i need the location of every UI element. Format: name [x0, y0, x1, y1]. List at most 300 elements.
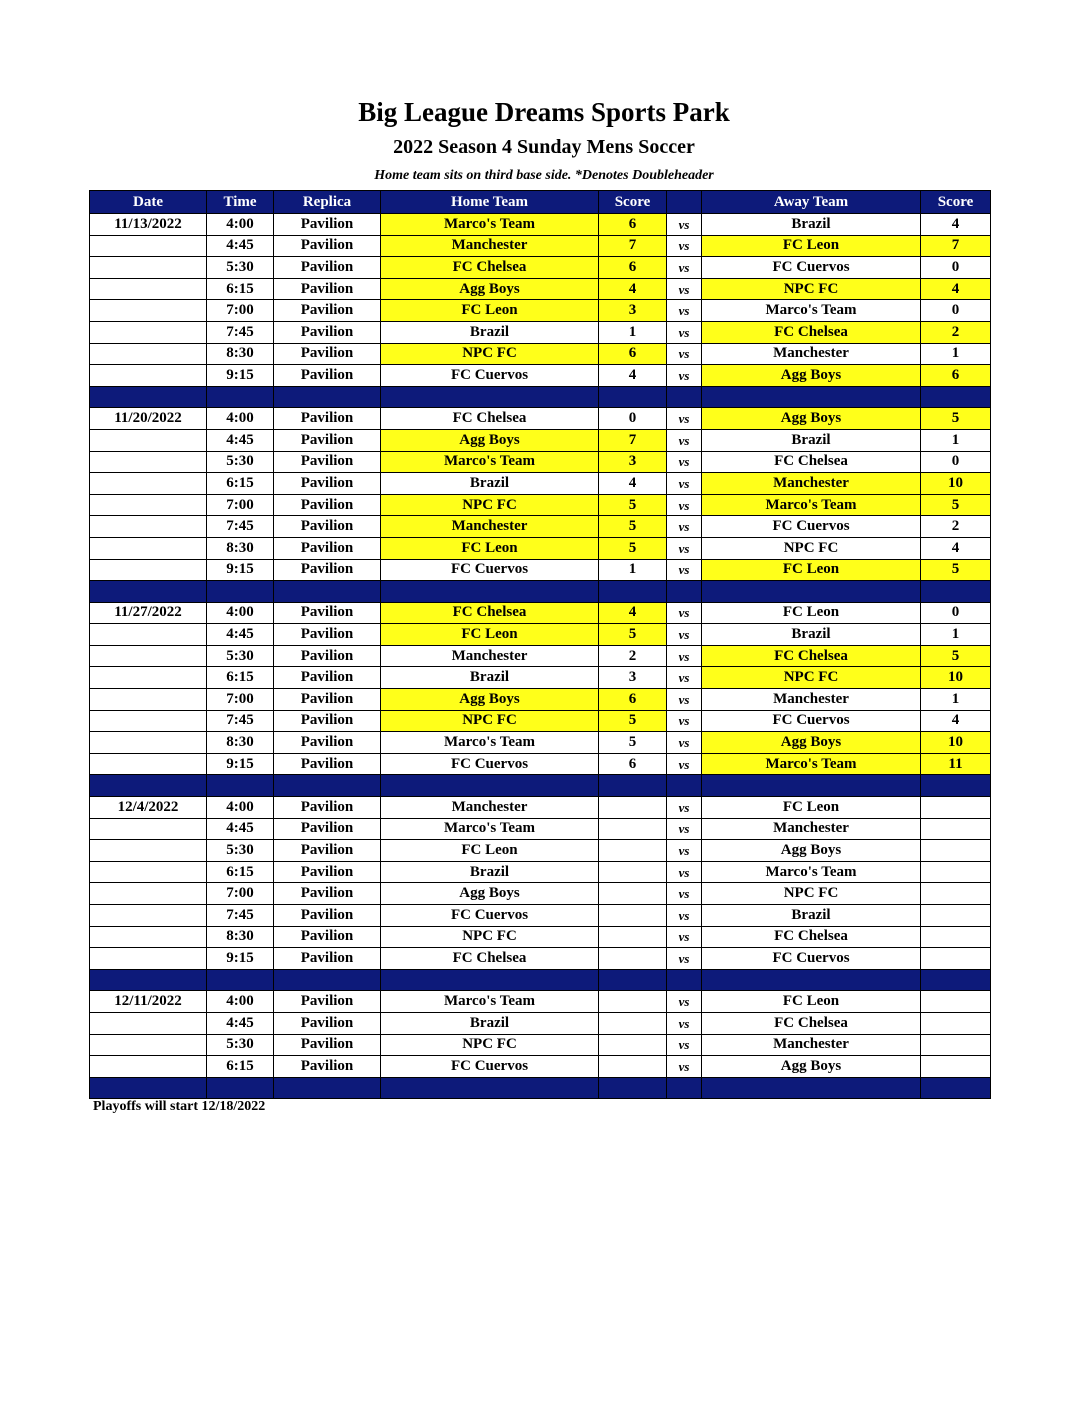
away-score-cell: 5 — [921, 494, 991, 516]
schedule-body — [90, 214, 991, 1099]
time-cell: 4:45 — [207, 1012, 274, 1034]
vs-cell: vs — [667, 840, 702, 862]
away-team-cell: Brazil — [702, 624, 921, 646]
separator-cell — [381, 581, 599, 603]
time-cell: 7:00 — [207, 494, 274, 516]
separator-cell — [90, 775, 207, 797]
away-score-cell — [921, 797, 991, 819]
separator-cell — [381, 1077, 599, 1099]
away-team-cell: Manchester — [702, 343, 921, 365]
away-team-cell: Marco's Team — [702, 494, 921, 516]
home-score-cell: 1 — [599, 559, 667, 581]
table-row — [90, 473, 991, 495]
table-row — [90, 991, 991, 1013]
home-score-cell: 5 — [599, 516, 667, 538]
date-cell — [90, 818, 207, 840]
vs-cell: vs — [667, 689, 702, 711]
vs-cell: vs — [667, 451, 702, 473]
replica-cell: Pavilion — [274, 278, 381, 300]
vs-cell: vs — [667, 473, 702, 495]
date-cell — [90, 537, 207, 559]
away-score-cell: 5 — [921, 559, 991, 581]
separator-cell — [667, 1077, 702, 1099]
away-score-cell: 4 — [921, 214, 991, 236]
away-score-cell — [921, 1034, 991, 1056]
away-team-cell: FC Leon — [702, 235, 921, 257]
date-cell — [90, 321, 207, 343]
replica-cell: Pavilion — [274, 991, 381, 1013]
replica-cell: Pavilion — [274, 818, 381, 840]
replica-cell: Pavilion — [274, 840, 381, 862]
vs-cell: vs — [667, 861, 702, 883]
home-score-cell — [599, 1012, 667, 1034]
vs-cell: vs — [667, 818, 702, 840]
away-score-cell: 1 — [921, 429, 991, 451]
home-team-cell: FC Chelsea — [381, 602, 599, 624]
away-score-cell: 5 — [921, 645, 991, 667]
vs-cell: vs — [667, 365, 702, 387]
vs-cell: vs — [667, 926, 702, 948]
home-team-cell: Agg Boys — [381, 689, 599, 711]
table-row — [90, 624, 991, 646]
away-team-cell: FC Chelsea — [702, 926, 921, 948]
home-score-cell: 6 — [599, 343, 667, 365]
replica-cell: Pavilion — [274, 559, 381, 581]
away-team-cell: Brazil — [702, 214, 921, 236]
date-cell — [90, 494, 207, 516]
vs-cell: vs — [667, 1056, 702, 1078]
date-cell — [90, 278, 207, 300]
away-team-cell: Marco's Team — [702, 300, 921, 322]
replica-cell: Pavilion — [274, 429, 381, 451]
home-score-cell — [599, 1034, 667, 1056]
col-header-time: Time — [207, 191, 274, 214]
home-team-cell: Brazil — [381, 321, 599, 343]
away-team-cell: Agg Boys — [702, 840, 921, 862]
replica-cell: Pavilion — [274, 451, 381, 473]
date-cell: 12/4/2022 — [90, 797, 207, 819]
away-score-cell: 1 — [921, 689, 991, 711]
date-cell: 11/20/2022 — [90, 408, 207, 430]
away-team-cell: Agg Boys — [702, 408, 921, 430]
time-cell: 5:30 — [207, 840, 274, 862]
table-row — [90, 537, 991, 559]
separator-cell — [702, 581, 921, 603]
away-score-cell — [921, 818, 991, 840]
table-row — [90, 235, 991, 257]
away-score-cell: 4 — [921, 710, 991, 732]
home-score-cell — [599, 926, 667, 948]
vs-cell: vs — [667, 1012, 702, 1034]
time-cell: 5:30 — [207, 1034, 274, 1056]
home-score-cell — [599, 797, 667, 819]
vs-cell: vs — [667, 429, 702, 451]
away-score-cell — [921, 948, 991, 970]
col-header-home-score: Score — [599, 191, 667, 214]
replica-cell: Pavilion — [274, 689, 381, 711]
week-separator-row — [90, 775, 991, 797]
home-team-cell: FC Leon — [381, 624, 599, 646]
week-separator-row — [90, 581, 991, 603]
home-score-cell: 5 — [599, 732, 667, 754]
table-row — [90, 516, 991, 538]
separator-cell — [274, 969, 381, 991]
vs-cell: vs — [667, 408, 702, 430]
away-team-cell: Manchester — [702, 473, 921, 495]
table-row — [90, 861, 991, 883]
time-cell: 6:15 — [207, 278, 274, 300]
home-team-cell: NPC FC — [381, 343, 599, 365]
vs-cell: vs — [667, 278, 702, 300]
vs-cell: vs — [667, 516, 702, 538]
date-cell: 11/13/2022 — [90, 214, 207, 236]
home-team-cell: FC Chelsea — [381, 408, 599, 430]
separator-cell — [274, 775, 381, 797]
replica-cell: Pavilion — [274, 1034, 381, 1056]
col-header-away-team: Away Team — [702, 191, 921, 214]
separator-cell — [207, 969, 274, 991]
separator-cell — [667, 386, 702, 408]
home-team-cell: Marco's Team — [381, 818, 599, 840]
time-cell: 7:00 — [207, 689, 274, 711]
vs-cell: vs — [667, 667, 702, 689]
col-header-replica: Replica — [274, 191, 381, 214]
away-score-cell: 1 — [921, 343, 991, 365]
col-header-away-score: Score — [921, 191, 991, 214]
home-team-cell: Agg Boys — [381, 429, 599, 451]
home-score-cell: 7 — [599, 429, 667, 451]
time-cell: 4:45 — [207, 624, 274, 646]
home-team-cell: FC Cuervos — [381, 905, 599, 927]
home-score-cell: 0 — [599, 408, 667, 430]
date-cell — [90, 948, 207, 970]
replica-cell: Pavilion — [274, 905, 381, 927]
time-cell: 5:30 — [207, 451, 274, 473]
separator-cell — [599, 386, 667, 408]
replica-cell: Pavilion — [274, 473, 381, 495]
away-team-cell: FC Cuervos — [702, 257, 921, 279]
table-row — [90, 451, 991, 473]
date-cell — [90, 732, 207, 754]
home-team-cell: Manchester — [381, 235, 599, 257]
week-separator-row — [90, 969, 991, 991]
time-cell: 8:30 — [207, 343, 274, 365]
home-team-cell: FC Chelsea — [381, 257, 599, 279]
date-cell — [90, 365, 207, 387]
home-score-cell: 5 — [599, 494, 667, 516]
home-team-cell: FC Cuervos — [381, 559, 599, 581]
separator-cell — [667, 969, 702, 991]
time-cell: 8:30 — [207, 926, 274, 948]
replica-cell: Pavilion — [274, 861, 381, 883]
replica-cell: Pavilion — [274, 257, 381, 279]
date-cell — [90, 861, 207, 883]
home-team-cell: Manchester — [381, 516, 599, 538]
home-score-cell: 5 — [599, 710, 667, 732]
home-team-cell: Brazil — [381, 667, 599, 689]
vs-cell: vs — [667, 602, 702, 624]
replica-cell: Pavilion — [274, 408, 381, 430]
home-score-cell — [599, 991, 667, 1013]
table-row — [90, 300, 991, 322]
vs-cell: vs — [667, 797, 702, 819]
time-cell: 8:30 — [207, 732, 274, 754]
home-team-cell: FC Cuervos — [381, 365, 599, 387]
table-row — [90, 667, 991, 689]
away-team-cell: FC Leon — [702, 797, 921, 819]
home-score-cell — [599, 861, 667, 883]
separator-cell — [599, 581, 667, 603]
page-subtitle: 2022 Season 4 Sunday Mens Soccer — [393, 136, 695, 158]
time-cell: 7:45 — [207, 516, 274, 538]
home-team-cell: NPC FC — [381, 926, 599, 948]
header-row — [90, 191, 991, 214]
replica-cell: Pavilion — [274, 645, 381, 667]
separator-cell — [207, 775, 274, 797]
replica-cell: Pavilion — [274, 667, 381, 689]
replica-cell: Pavilion — [274, 732, 381, 754]
time-cell: 4:45 — [207, 818, 274, 840]
table-row — [90, 645, 991, 667]
home-score-cell: 7 — [599, 235, 667, 257]
week-separator-row — [90, 386, 991, 408]
time-cell: 4:00 — [207, 408, 274, 430]
home-team-cell: Marco's Team — [381, 732, 599, 754]
replica-cell: Pavilion — [274, 883, 381, 905]
time-cell: 6:15 — [207, 1056, 274, 1078]
date-cell — [90, 840, 207, 862]
time-cell: 7:45 — [207, 321, 274, 343]
replica-cell: Pavilion — [274, 1056, 381, 1078]
replica-cell: Pavilion — [274, 753, 381, 775]
replica-cell: Pavilion — [274, 797, 381, 819]
home-score-cell: 6 — [599, 214, 667, 236]
date-cell — [90, 1056, 207, 1078]
home-score-cell — [599, 818, 667, 840]
table-row — [90, 278, 991, 300]
time-cell: 6:15 — [207, 667, 274, 689]
time-cell: 7:45 — [207, 710, 274, 732]
away-team-cell: Agg Boys — [702, 732, 921, 754]
away-team-cell: NPC FC — [702, 667, 921, 689]
home-score-cell — [599, 905, 667, 927]
separator-cell — [381, 775, 599, 797]
date-cell — [90, 559, 207, 581]
vs-cell: vs — [667, 257, 702, 279]
home-team-cell: NPC FC — [381, 1034, 599, 1056]
table-row — [90, 710, 991, 732]
home-score-cell: 5 — [599, 624, 667, 646]
separator-cell — [599, 775, 667, 797]
date-cell — [90, 624, 207, 646]
away-team-cell: FC Chelsea — [702, 321, 921, 343]
separator-cell — [702, 386, 921, 408]
away-score-cell: 4 — [921, 537, 991, 559]
separator-cell — [90, 386, 207, 408]
away-team-cell: Manchester — [702, 1034, 921, 1056]
date-cell — [90, 473, 207, 495]
table-row — [90, 797, 991, 819]
date-cell: 11/27/2022 — [90, 602, 207, 624]
home-team-cell: Manchester — [381, 797, 599, 819]
home-team-note: Home team sits on third base side. *Denotes Doubleheader — [374, 168, 714, 183]
date-cell — [90, 905, 207, 927]
date-cell: 12/11/2022 — [90, 991, 207, 1013]
replica-cell: Pavilion — [274, 1012, 381, 1034]
home-team-cell: Manchester — [381, 645, 599, 667]
table-row — [90, 818, 991, 840]
table-row — [90, 1056, 991, 1078]
time-cell: 4:00 — [207, 214, 274, 236]
home-score-cell: 6 — [599, 753, 667, 775]
home-score-cell — [599, 1056, 667, 1078]
table-row — [90, 408, 991, 430]
home-score-cell: 1 — [599, 321, 667, 343]
home-team-cell: Marco's Team — [381, 214, 599, 236]
separator-cell — [381, 386, 599, 408]
away-team-cell: FC Chelsea — [702, 1012, 921, 1034]
date-cell — [90, 689, 207, 711]
replica-cell: Pavilion — [274, 235, 381, 257]
col-header-date: Date — [90, 191, 207, 214]
home-score-cell: 5 — [599, 537, 667, 559]
vs-cell: vs — [667, 991, 702, 1013]
vs-cell: vs — [667, 300, 702, 322]
col-header-vs — [667, 191, 702, 214]
date-cell — [90, 516, 207, 538]
home-team-cell: Brazil — [381, 1012, 599, 1034]
away-team-cell: NPC FC — [702, 537, 921, 559]
separator-cell — [207, 581, 274, 603]
separator-cell — [702, 1077, 921, 1099]
playoffs-note: Playoffs will start 12/18/2022 — [93, 1099, 266, 1114]
away-team-cell: FC Chelsea — [702, 451, 921, 473]
table-row — [90, 840, 991, 862]
replica-cell: Pavilion — [274, 624, 381, 646]
home-score-cell: 4 — [599, 278, 667, 300]
date-cell — [90, 883, 207, 905]
home-score-cell: 3 — [599, 300, 667, 322]
table-row — [90, 948, 991, 970]
vs-cell: vs — [667, 235, 702, 257]
date-cell — [90, 429, 207, 451]
time-cell: 9:15 — [207, 753, 274, 775]
home-score-cell: 6 — [599, 689, 667, 711]
replica-cell: Pavilion — [274, 926, 381, 948]
vs-cell: vs — [667, 753, 702, 775]
away-team-cell: FC Cuervos — [702, 710, 921, 732]
replica-cell: Pavilion — [274, 710, 381, 732]
date-cell — [90, 1012, 207, 1034]
vs-cell: vs — [667, 321, 702, 343]
replica-cell: Pavilion — [274, 948, 381, 970]
away-team-cell: NPC FC — [702, 883, 921, 905]
away-score-cell: 6 — [921, 365, 991, 387]
separator-cell — [381, 969, 599, 991]
away-team-cell: Manchester — [702, 818, 921, 840]
away-team-cell: Agg Boys — [702, 1056, 921, 1078]
time-cell: 7:45 — [207, 905, 274, 927]
home-score-cell: 2 — [599, 645, 667, 667]
away-score-cell: 0 — [921, 451, 991, 473]
away-team-cell: FC Leon — [702, 991, 921, 1013]
table-row — [90, 343, 991, 365]
vs-cell: vs — [667, 494, 702, 516]
table-row — [90, 926, 991, 948]
vs-cell: vs — [667, 624, 702, 646]
separator-cell — [90, 1077, 207, 1099]
replica-cell: Pavilion — [274, 300, 381, 322]
separator-cell — [207, 1077, 274, 1099]
date-cell — [90, 667, 207, 689]
date-cell — [90, 451, 207, 473]
away-team-cell: FC Leon — [702, 559, 921, 581]
table-row — [90, 494, 991, 516]
table-row — [90, 883, 991, 905]
away-score-cell — [921, 840, 991, 862]
table-row — [90, 257, 991, 279]
home-score-cell — [599, 840, 667, 862]
time-cell: 9:15 — [207, 948, 274, 970]
away-team-cell: Manchester — [702, 689, 921, 711]
separator-cell — [921, 1077, 991, 1099]
away-score-cell: 5 — [921, 408, 991, 430]
replica-cell: Pavilion — [274, 321, 381, 343]
home-score-cell: 3 — [599, 451, 667, 473]
home-team-cell: Brazil — [381, 473, 599, 495]
vs-cell: vs — [667, 732, 702, 754]
col-header-home-team: Home Team — [381, 191, 599, 214]
replica-cell: Pavilion — [274, 214, 381, 236]
vs-cell: vs — [667, 343, 702, 365]
home-team-cell: NPC FC — [381, 494, 599, 516]
table-row — [90, 321, 991, 343]
away-team-cell: Brazil — [702, 905, 921, 927]
away-score-cell: 10 — [921, 732, 991, 754]
home-team-cell: FC Cuervos — [381, 753, 599, 775]
separator-cell — [90, 969, 207, 991]
time-cell: 4:00 — [207, 991, 274, 1013]
home-team-cell: NPC FC — [381, 710, 599, 732]
away-score-cell: 2 — [921, 516, 991, 538]
home-score-cell: 4 — [599, 365, 667, 387]
home-score-cell: 4 — [599, 473, 667, 495]
separator-cell — [274, 581, 381, 603]
time-cell: 6:15 — [207, 473, 274, 495]
replica-cell: Pavilion — [274, 537, 381, 559]
time-cell: 7:00 — [207, 300, 274, 322]
time-cell: 4:45 — [207, 235, 274, 257]
table-row — [90, 1034, 991, 1056]
vs-cell: vs — [667, 559, 702, 581]
vs-cell: vs — [667, 948, 702, 970]
away-score-cell: 0 — [921, 300, 991, 322]
time-cell: 6:15 — [207, 861, 274, 883]
time-cell: 4:00 — [207, 602, 274, 624]
time-cell: 5:30 — [207, 645, 274, 667]
week-separator-row — [90, 1077, 991, 1099]
away-score-cell — [921, 991, 991, 1013]
table-row — [90, 214, 991, 236]
home-team-cell: Marco's Team — [381, 991, 599, 1013]
time-cell: 7:00 — [207, 883, 274, 905]
home-score-cell: 4 — [599, 602, 667, 624]
replica-cell: Pavilion — [274, 602, 381, 624]
date-cell — [90, 1034, 207, 1056]
separator-cell — [702, 775, 921, 797]
time-cell: 4:00 — [207, 797, 274, 819]
away-team-cell: Marco's Team — [702, 861, 921, 883]
